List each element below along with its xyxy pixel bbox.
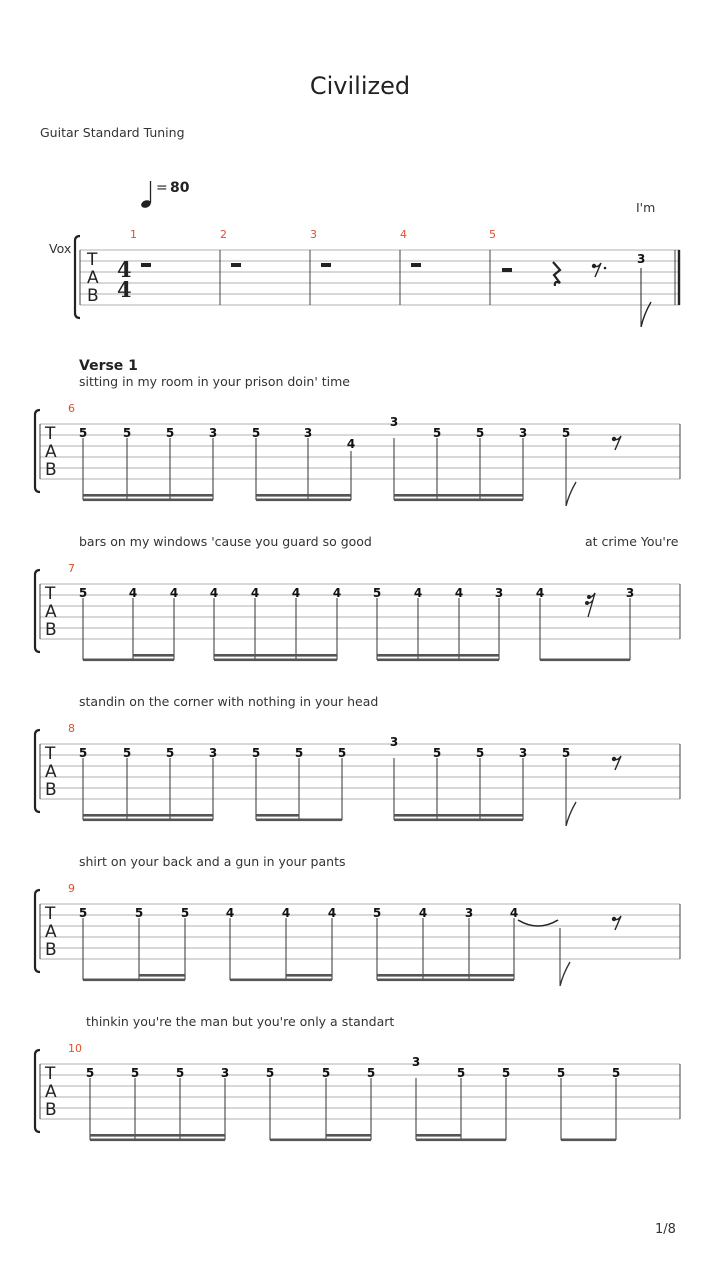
fret-number: 5 <box>165 746 175 760</box>
fret-number: 4 <box>209 586 219 600</box>
fret-number: 5 <box>265 1066 275 1080</box>
beam <box>83 979 185 982</box>
fret-number: 5 <box>432 746 442 760</box>
beam-secondary <box>90 1134 225 1137</box>
fret-number: 3 <box>411 1055 421 1069</box>
staff-system-4 <box>35 722 680 826</box>
tab-letter: B <box>45 940 57 960</box>
beam <box>377 979 514 982</box>
tab-letter: T <box>45 1064 56 1084</box>
fret-number: 4 <box>535 586 545 600</box>
beam-secondary <box>133 654 174 657</box>
fret-number: 4 <box>291 586 301 600</box>
fret-number: 3 <box>625 586 635 600</box>
fret-number: 5 <box>122 426 132 440</box>
eighth-rest-icon <box>612 916 621 930</box>
fret-number: 5 <box>78 906 88 920</box>
fret-number: 5 <box>134 906 144 920</box>
tab-letter: A <box>45 602 57 622</box>
fret-number: 5 <box>337 746 347 760</box>
tab-letter: T <box>45 584 56 604</box>
whole-rests <box>141 263 421 267</box>
fret-number: 5 <box>130 1066 140 1080</box>
note-flag <box>560 962 570 986</box>
system-bracket <box>35 890 40 972</box>
beam-secondary <box>326 1134 371 1137</box>
fret-number: 4 <box>418 906 428 920</box>
fret-number: 5 <box>175 1066 185 1080</box>
fret-number: 4 <box>413 586 423 600</box>
fret-number: 3 <box>220 1066 230 1080</box>
fret-number: 4 <box>169 586 179 600</box>
bar-number: 2 <box>220 228 227 241</box>
pickup-lyric: I'm <box>636 200 656 215</box>
fret-number: 4 <box>454 586 464 600</box>
tab-letter: T <box>45 904 56 924</box>
fret-number: 5 <box>78 586 88 600</box>
tab-letter: T <box>45 424 56 444</box>
bar-number: 1 <box>130 228 137 241</box>
beam-secondary <box>377 654 499 657</box>
staff-system-6 <box>35 1042 680 1141</box>
beam-secondary <box>286 974 332 977</box>
fret-number: 5 <box>251 746 261 760</box>
beam <box>83 499 213 502</box>
fret-number: 4 <box>281 906 291 920</box>
staff-system-3 <box>35 562 680 661</box>
tab-letter: T <box>45 744 56 764</box>
tab-letter: B <box>45 1100 57 1120</box>
page-number: 1/8 <box>655 1222 676 1237</box>
tie-icon <box>518 920 558 926</box>
tuning-label: Guitar Standard Tuning <box>40 125 185 140</box>
beam <box>214 659 337 662</box>
note-flag <box>566 482 576 506</box>
bar-number: 6 <box>68 402 75 415</box>
tempo-note-icon <box>140 181 152 209</box>
fret-number: 5 <box>561 746 571 760</box>
fret-number: 5 <box>475 426 485 440</box>
bar-number: 7 <box>68 562 75 575</box>
fret-number: 5 <box>372 586 382 600</box>
sixteenth-rest-icon <box>585 593 595 617</box>
fret-number: 5 <box>122 746 132 760</box>
beam <box>90 1139 225 1142</box>
fret-number: 5 <box>475 746 485 760</box>
staff-system-1 <box>75 228 680 327</box>
tab-letter-t: T <box>87 250 98 270</box>
fret-number: 5 <box>501 1066 511 1080</box>
fret-number: 3 <box>389 415 399 429</box>
fret-number: 5 <box>85 1066 95 1080</box>
fret-number: 3 <box>208 426 218 440</box>
fret-number: 4 <box>327 906 337 920</box>
eighth-rest-icon <box>612 756 621 770</box>
beam-secondary <box>83 494 213 497</box>
fret-number: 3 <box>494 586 504 600</box>
fret-number: 3 <box>464 906 474 920</box>
lyric-line-1: sitting in my room in your prison doin' time <box>79 374 350 389</box>
half-rest-icon <box>502 268 512 272</box>
lyric-line-2: bars on my windows 'cause you guard so good <box>79 534 372 549</box>
beam <box>83 819 213 822</box>
system-bracket <box>35 730 40 812</box>
fret-number: 5 <box>611 1066 621 1080</box>
lyric-line-5: thinkin you're the man but you're only a standart <box>86 1014 395 1029</box>
fret-number: 5 <box>180 906 190 920</box>
fret-number: 4 <box>346 437 356 451</box>
instrument-label: Vox <box>49 241 72 256</box>
section-label: Verse 1 <box>79 358 138 374</box>
tab-letter: B <box>45 460 57 480</box>
fret-number: 3 <box>518 746 528 760</box>
tab-letter-a: A <box>87 268 99 288</box>
fret-number: 4 <box>332 586 342 600</box>
fret-number: 4 <box>225 906 235 920</box>
tempo-equals: = <box>156 180 168 196</box>
fret-number: 4 <box>250 586 260 600</box>
fret-number: 5 <box>366 1066 376 1080</box>
beam-secondary <box>308 494 351 497</box>
beam-secondary <box>214 654 337 657</box>
pickup-stem <box>641 268 651 327</box>
fret-number: 5 <box>432 426 442 440</box>
bar-number: 5 <box>489 228 496 241</box>
fret-number: 5 <box>321 1066 331 1080</box>
beam <box>270 1139 371 1142</box>
beam <box>561 1139 616 1142</box>
fret-number: 5 <box>556 1066 566 1080</box>
beam <box>230 979 332 982</box>
dotted-eighth-rest-icon <box>592 263 607 277</box>
fret-number: 5 <box>78 746 88 760</box>
fret-number: 3 <box>389 735 399 749</box>
lyric-line-4: shirt on your back and a gun in your pants <box>79 854 346 869</box>
tab-systems <box>35 402 680 1141</box>
note-flag <box>566 802 576 826</box>
system-bracket <box>35 1050 40 1132</box>
fret-number: 3 <box>303 426 313 440</box>
time-sig-top: 4 <box>117 257 132 282</box>
beam <box>394 819 523 822</box>
eighth-rest-icon <box>612 436 621 450</box>
song-title: Civilized <box>309 72 411 100</box>
beam-secondary <box>139 974 185 977</box>
tab-letter: B <box>45 780 57 800</box>
fret-number: 3 <box>518 426 528 440</box>
system-bracket <box>35 410 40 492</box>
fret-number: 5 <box>372 906 382 920</box>
beam <box>416 1139 506 1142</box>
beam <box>83 659 174 662</box>
fret-number: 5 <box>165 426 175 440</box>
bar-number: 10 <box>68 1042 82 1055</box>
fret-number: 5 <box>294 746 304 760</box>
bar-number: 4 <box>400 228 407 241</box>
bar-number: 3 <box>310 228 317 241</box>
beam <box>540 659 630 662</box>
tab-letter-b: B <box>87 286 99 306</box>
fret-number: 3 <box>208 746 218 760</box>
quarter-rest-icon <box>553 262 560 286</box>
tab-letter: A <box>45 922 57 942</box>
beam <box>256 499 351 502</box>
fret-number: 4 <box>509 906 519 920</box>
beam <box>256 819 342 822</box>
beam <box>394 499 523 502</box>
fret-number: 4 <box>128 586 138 600</box>
fret-number: 3 <box>637 252 646 266</box>
beam-secondary <box>256 814 299 817</box>
fret-number: 5 <box>251 426 261 440</box>
beam-secondary <box>83 814 213 817</box>
staff-system-2 <box>35 402 680 506</box>
beam-secondary <box>394 814 523 817</box>
fret-number: 5 <box>78 426 88 440</box>
staff-system-5 <box>35 882 680 986</box>
fret-number: 5 <box>561 426 571 440</box>
beam <box>377 659 499 662</box>
fret-number: 5 <box>456 1066 466 1080</box>
tab-letter: A <box>45 1082 57 1102</box>
bar-number: 8 <box>68 722 75 735</box>
time-sig-bottom: 4 <box>117 277 132 302</box>
system-bracket <box>35 570 40 652</box>
bar-number: 9 <box>68 882 75 895</box>
tab-letter: A <box>45 762 57 782</box>
beam-secondary <box>416 1134 461 1137</box>
beam-secondary <box>377 974 514 977</box>
tab-letter: B <box>45 620 57 640</box>
tempo-value: 80 <box>170 180 190 196</box>
beam-secondary <box>394 494 523 497</box>
lyric-line-2b: at crime You're <box>585 534 679 549</box>
lyric-line-3: standin on the corner with nothing in your head <box>79 694 379 709</box>
tab-letter: A <box>45 442 57 462</box>
